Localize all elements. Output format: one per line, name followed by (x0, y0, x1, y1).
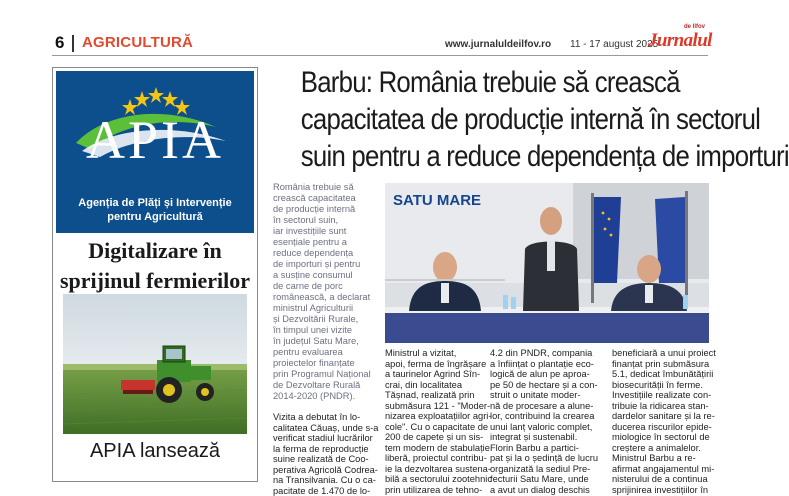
body-line: perativa Agricolă Codrea- (273, 465, 379, 476)
body-line: Investițiile realizate con- (612, 390, 710, 401)
apia-agency-name (56, 196, 254, 224)
lead-line: prin Programul Național (273, 369, 383, 380)
body-line: ducerea riscurilor epide- (612, 422, 710, 433)
body-line: Ministrul a vizitat, (385, 348, 485, 359)
body-line: prin utilizarea de tehno- (385, 485, 485, 496)
section-title: AGRICULTURĂ (82, 34, 193, 51)
body-line: bilă a sectorului zootehnic (385, 474, 485, 485)
body-line: afirmat angajamentul mi- (612, 464, 710, 475)
advert-tagline: APIA lansează (53, 440, 257, 463)
lead-line: a susține consumul (273, 270, 383, 281)
apia-advert[interactable] (52, 67, 258, 482)
body-line: tem modern de stabulație (385, 443, 485, 454)
lead-line: România trebuie să (273, 182, 383, 193)
lead-line: și Dezvoltării Rurale, (273, 314, 383, 325)
page-separator (72, 35, 74, 52)
body-line: tribuie la ridicarea stan- (612, 401, 710, 412)
lead-line: 2014-2020 (PNDR). (273, 391, 383, 402)
press-event-photo (385, 183, 709, 343)
lead-line: iar investițiile sunt (273, 226, 383, 237)
title-line: Barbu: România trebuie să crească (301, 64, 679, 101)
lead-line: proiectelor finanțate (273, 358, 383, 369)
body-line: unui lanț valoric complet, (490, 422, 605, 433)
body-line: dardelor sanitare și la re- (612, 411, 710, 422)
body-line: apoi, ferma de îngrășare (385, 359, 485, 370)
body-line: calitatea Căuaș, unde s-a (273, 423, 379, 434)
body-line: verificat stadiul lucrărilor (273, 433, 379, 444)
lead-line: de Dezvoltare Rurală (273, 380, 383, 391)
agency-line-1: Agenția de Plăți și Intervenție (56, 196, 254, 210)
body-line: Vizita a debutat în lo- (273, 412, 379, 423)
page-header (0, 0, 741, 60)
body-line: submăsura 121 - "Moder- (385, 401, 485, 412)
page-number: 6 (55, 33, 64, 53)
body-line: Tășnad, realizată prin (385, 390, 485, 401)
logo-subtitle: de Ilfov (684, 24, 705, 30)
lead-line: în județul Satu Mare, (273, 336, 383, 347)
body-line: na Transilvania. Cu o ca- (273, 475, 379, 486)
lead-line: de importuri și pentru (273, 259, 383, 270)
body-line: liberă, proiectul contribu- (385, 453, 485, 464)
article-title (301, 64, 679, 175)
body-line: ie la dezvoltarea sustena- (385, 464, 485, 475)
body-line: nisterului de a continua (612, 474, 710, 485)
body-line: a taurinelor Agrind Sîn- (385, 369, 485, 380)
body-line: 4.2 din PNDR, compania (490, 348, 605, 359)
body-line: 5.1, dedicat îmbunătățirii (612, 369, 710, 380)
article-lead (273, 182, 383, 402)
body-line: a înființat o plantație eco- (490, 359, 605, 370)
tractor-field-photo (63, 294, 247, 434)
lead-line: esențiale pentru a (273, 237, 383, 248)
body-line: beneficiară a unui proiect (612, 348, 710, 359)
website-link[interactable]: www.jurnaluldeilfov.ro (445, 39, 551, 50)
body-line: lor, contribuind la crearea (490, 411, 605, 422)
newspaper-logo[interactable] (648, 26, 706, 52)
article-column-1 (273, 412, 379, 496)
body-line: pat și la o ședință de lucru (490, 453, 605, 464)
lead-line: reduce dependența (273, 248, 383, 259)
article-column-2 (385, 348, 485, 486)
apia-logo-panel (56, 71, 254, 233)
body-line: cole". Cu o capacitate de (385, 422, 485, 433)
logo-wordmark: Jurnalul (648, 30, 712, 52)
advert-headline-line-2: sprijinul fermierilor (53, 266, 257, 296)
body-line: Ministrul Barbu a re- (612, 453, 710, 464)
article-column-3 (490, 348, 605, 486)
body-line: pacitate de 1.470 de lo- (273, 486, 379, 496)
body-line: sprijinirea investițiilor în (612, 485, 710, 496)
lead-line: crească capacitatea (273, 193, 383, 204)
agency-line-2: pentru Agricultură (56, 210, 254, 224)
body-line: pe 50 de hectare și a con- (490, 380, 605, 391)
lead-line: în timpul unei vizite (273, 325, 383, 336)
lead-line: în sectorul suin, (273, 215, 383, 226)
advert-headline (53, 236, 257, 296)
body-line: la ferma de reproducție (273, 444, 379, 455)
title-line: suin pentru a reduce dependența de importuri (301, 138, 679, 175)
body-line: miologice în sectorul de (612, 432, 710, 443)
body-line: nizarea exploatațiilor agri- (385, 411, 485, 422)
apia-brand: APIA (56, 109, 254, 171)
body-line: crai, din localitatea (385, 380, 485, 391)
body-line: integrat și sustenabil. (490, 432, 605, 443)
article-column-4 (612, 348, 710, 486)
body-line: a avut un dialog deschis (490, 485, 605, 496)
title-line: capacitatea de producție internă în sectorul (301, 101, 679, 138)
photo-banner-text: SATU MARE (393, 192, 481, 209)
body-line: biosecurității în ferme. (612, 380, 710, 391)
body-line: fecturii Satu Mare, unde (490, 474, 605, 485)
lead-line: românească, a declarat (273, 292, 383, 303)
body-line: 200 de capete și un sis- (385, 432, 485, 443)
body-line: creștere a animalelor. (612, 443, 710, 454)
lead-line: de producție internă (273, 204, 383, 215)
advert-headline-line-1: Digitalizare în (53, 236, 257, 266)
body-line: finanțat prin submăsura (612, 359, 710, 370)
body-line: struit o unitate moder- (490, 390, 605, 401)
body-line: nă de procesare a alune- (490, 401, 605, 412)
lead-line: de carne de porc (273, 281, 383, 292)
body-line: suine realizată de Coo- (273, 454, 379, 465)
body-line: organizată la sediul Pre- (490, 464, 605, 475)
body-line: Florin Barbu a partici- (490, 443, 605, 454)
body-line: logică de alun pe aproa- (490, 369, 605, 380)
lead-line: ministrul Agriculturii (273, 303, 383, 314)
lead-line: pentru evaluarea (273, 347, 383, 358)
header-divider (52, 55, 708, 56)
issue-date: 11 - 17 august 2025 (570, 39, 658, 50)
